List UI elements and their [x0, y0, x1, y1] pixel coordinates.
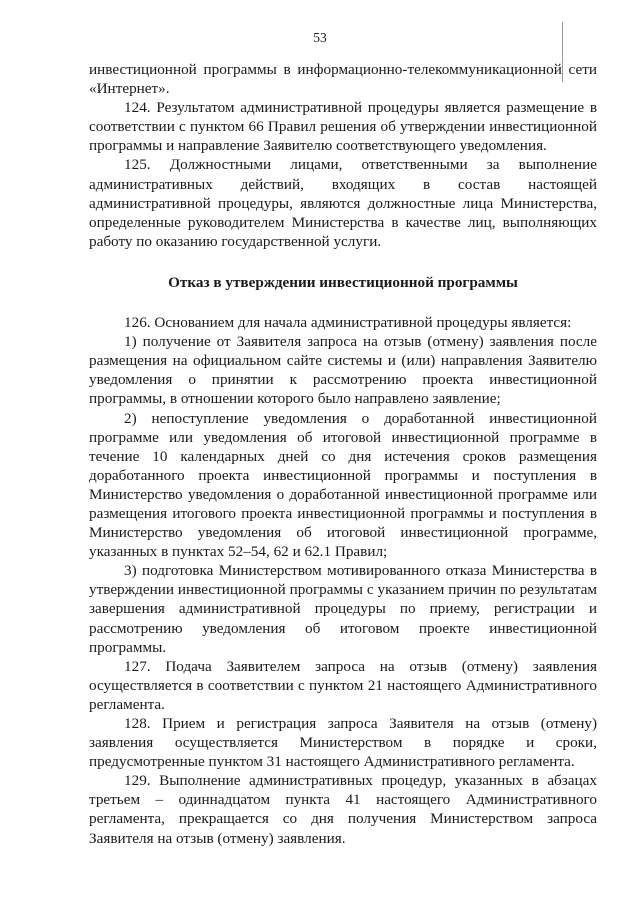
paragraph: 128. Прием и регистрация запроса Заявителя на отзыв (отмену) заявления осуществляется Министерством в порядке и сроки, предусмотренные пунктом 31 настоящего Административного регламента.	[89, 715, 597, 771]
document-body	[89, 60, 597, 848]
paragraph: 1) получение от Заявителя запроса на отзыв (отмену) заявления после размещения на официальном сайте системы и (или) направления Заявителю уведомления о принятии к рассмотрению проекта инвестиционной программы, в отношении которого было направлено заявление;	[89, 333, 597, 408]
paragraph: 129. Выполнение административных процедур, указанных в абзацах третьем – одиннадцатом пункта 41 настоящего Административного регламента, прекращается со дня получения Министерством запроса Заявителя на отзыв (отмену) заявления.	[89, 772, 597, 847]
paragraphs-before	[89, 60, 597, 251]
page-number: 53	[313, 30, 327, 45]
paragraph: 125. Должностными лицами, ответственными за выполнение административных действий, входящих в состав настоящей административной процедуры, являются должностные лица Министерства, определенные руководителем Министерства в качестве лиц, выполняющих работу по оказанию государственной услуги.	[89, 156, 597, 250]
paragraph: 124. Результатом административной процедуры является размещение в соответствии с пунктом 66 Правил решения об утверждении инвестиционной программы и направление Заявителю соответствующего уведомления.	[89, 99, 597, 155]
paragraph: 127. Подача Заявителем запроса на отзыв (отмену) заявления осуществляется в соответствии с пунктом 21 настоящего Административного регламента.	[89, 657, 597, 713]
paragraph: 3) подготовка Министерством мотивированного отказа Министерства в утверждении инвестиционной программы с указанием причин по результатам завершения административной процедуры по приему, регистрации и рассмотрению уведомления об итоговом проекте инвестиционной программы.	[89, 562, 597, 656]
paragraph: 126. Основанием для начала административной процедуры является:	[124, 314, 572, 332]
paragraph: инвестиционной программы в информационно-телекоммуникационной сети «Интернет».	[89, 61, 597, 98]
paragraph: 2) непоступление уведомления о доработанной инвестиционной программе или уведомления об итоговой инвестиционной программе в течение 10 календарных дней со дня истечения сроков размещения доработанного проекта инвестиционной программы и поступления в Министерство уведомления о доработанной инвестиционной программе или размещения итогового проекта инвестиционной программы и поступления в Министерство уведомления об итоговой инвестиционной программе, указанных в пунктах 52–54, 62 и 62.1 Правил;	[89, 409, 597, 561]
section-heading: Отказ в утверждении инвестиционной программы	[168, 273, 518, 291]
paragraphs-after	[89, 313, 597, 848]
